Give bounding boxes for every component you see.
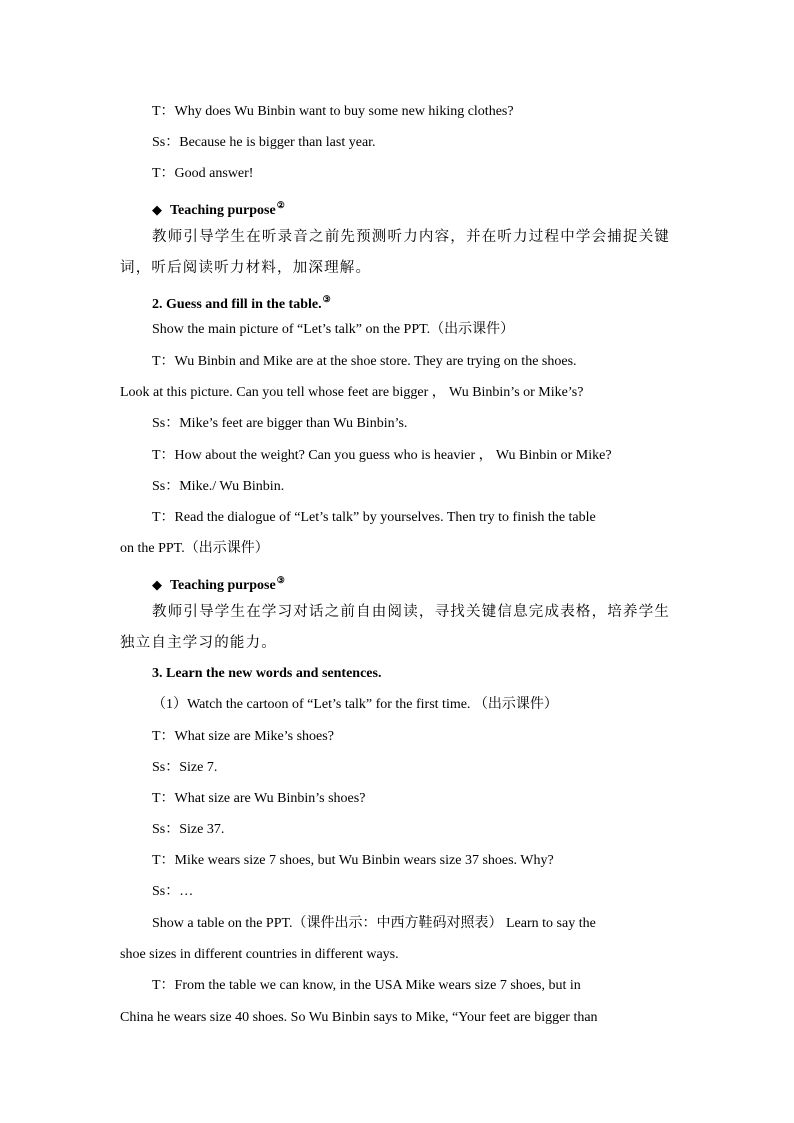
paragraph-line: shoe sizes in different countries in different ways. bbox=[120, 947, 399, 962]
dialogue-line: on the PPT.（出示课件） bbox=[120, 541, 269, 556]
teaching-purpose-heading bbox=[152, 195, 285, 221]
dialogue-line: T：Why does Wu Binbin want to buy some new hiking clothes? bbox=[152, 104, 514, 119]
footnote-mark: ② bbox=[276, 200, 285, 210]
paragraph-line: Show the main picture of “Let’s talk” on the PPT.（出示课件） bbox=[152, 322, 515, 337]
dialogue-line: Ss：… bbox=[152, 884, 194, 899]
dialogue-line: Look at this picture. Can you tell whose feet are bigger ， Wu Binbin’s or Mike’s? bbox=[120, 385, 584, 400]
diamond-bullet-icon: ◆ bbox=[152, 577, 162, 592]
dialogue-line: Ss：Mike’s feet are bigger than Wu Binbin’s. bbox=[152, 416, 408, 431]
diamond-bullet-icon: ◆ bbox=[152, 202, 162, 217]
dialogue-line: T：Mike wears size 7 shoes, but Wu Binbin wears size 37 shoes. Why? bbox=[152, 853, 554, 868]
footnote-mark: ③ bbox=[322, 294, 331, 304]
paragraph-line: Show a table on the PPT.（课件出示：中西方鞋码对照表） Learn to say the bbox=[152, 916, 596, 931]
dialogue-line: T：What size are Mike’s shoes? bbox=[152, 729, 334, 744]
dialogue-line: China he wears size 40 shoes. So Wu Binbin says to Mike, “Your feet are bigger than bbox=[120, 1010, 598, 1025]
heading-text: 2. Guess and fill in the table. bbox=[152, 297, 322, 312]
dialogue-line: Ss：Mike./ Wu Binbin. bbox=[152, 479, 285, 494]
dialogue-line: Ss：Because he is bigger than last year. bbox=[152, 135, 376, 150]
teaching-purpose-heading bbox=[152, 570, 285, 596]
footnote-mark: ③ bbox=[276, 575, 285, 585]
dialogue-line: T：How about the weight? Can you guess who is heavier ， Wu Binbin or Mike? bbox=[152, 448, 612, 463]
dialogue-line: T：From the table we can know, in the USA Mike wears size 7 shoes, but in bbox=[152, 978, 581, 993]
section-heading bbox=[152, 289, 331, 315]
dialogue-line: T：Wu Binbin and Mike are at the shoe store. They are trying on the shoes. bbox=[152, 354, 577, 369]
paragraph-line: 教师引导学生在听录音之前先预测听力内容，并在听力过程中学会捕捉关键 bbox=[152, 229, 671, 245]
dialogue-line: T：Read the dialogue of “Let’s talk” by yourselves. Then try to finish the table bbox=[152, 510, 596, 525]
section-heading: 3. Learn the new words and sentences. bbox=[152, 666, 382, 681]
dialogue-line: Ss：Size 37. bbox=[152, 822, 225, 837]
dialogue-line: T：Good answer! bbox=[152, 166, 254, 181]
paragraph-line: 独立自主学习的能力。 bbox=[120, 635, 277, 651]
paragraph-line: 教师引导学生在学习对话之前自由阅读，寻找关键信息完成表格，培养学生 bbox=[152, 604, 671, 620]
dialogue-line: T：What size are Wu Binbin’s shoes? bbox=[152, 791, 366, 806]
heading-text: Teaching purpose bbox=[170, 203, 276, 218]
paragraph-line: 词，听后阅读听力材料，加深理解。 bbox=[120, 260, 372, 276]
paragraph-line: （1）Watch the cartoon of “Let’s talk” for the first time. （出示课件） bbox=[152, 697, 558, 712]
dialogue-line: Ss：Size 7. bbox=[152, 760, 218, 775]
heading-text: Teaching purpose bbox=[170, 578, 276, 593]
